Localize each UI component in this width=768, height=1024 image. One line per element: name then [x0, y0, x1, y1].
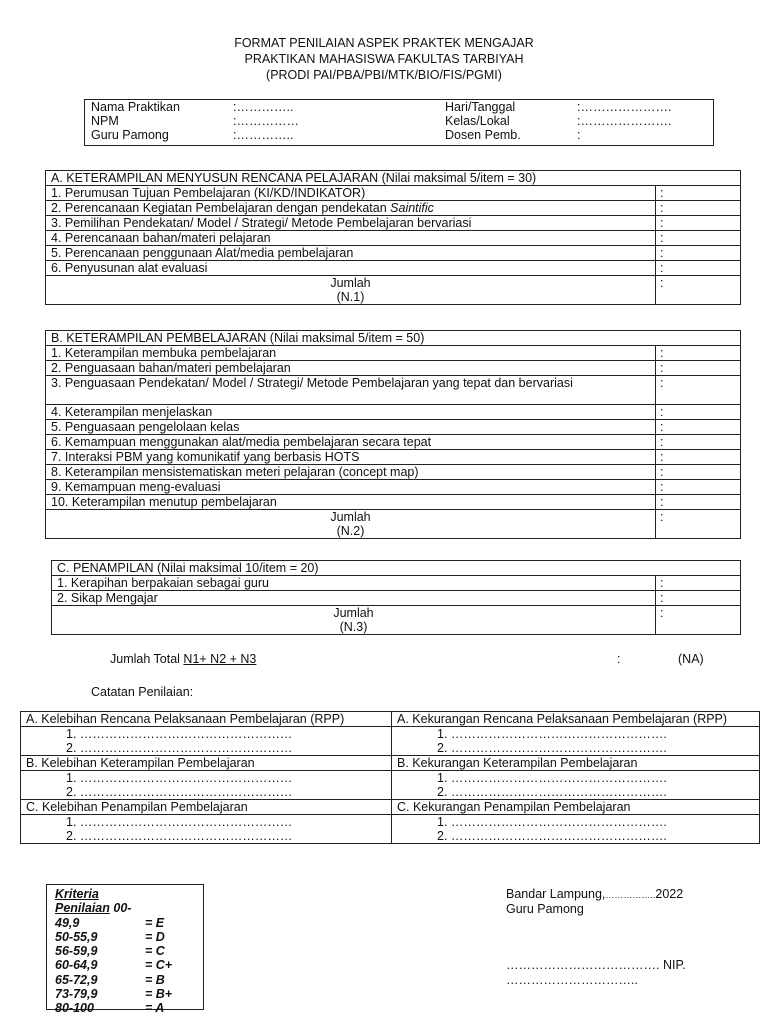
- criterion-label: 2. Sikap Mengajar: [52, 591, 656, 606]
- identity-label: Guru Pamong: [91, 128, 169, 142]
- score-cell[interactable]: :: [656, 495, 741, 510]
- section-c-table: [51, 560, 741, 635]
- weakness-heading: A. Kekurangan Rencana Pelaksanaan Pembelajaran (RPP): [392, 712, 760, 727]
- identity-label: Kelas/Lokal: [445, 114, 510, 128]
- form-subtitle: PRAKTIKAN MAHASISWA FAKULTAS TARBIYAH: [244, 52, 524, 66]
- strength-lines[interactable]: 1. …………………………………………… 2. ……………………………………………: [21, 727, 392, 756]
- identity-row: [85, 128, 713, 142]
- section-a-title: A. KETERAMPILAN MENYUSUN RENCANA PELAJARAN (Nilai maksimal 5/item = 30): [46, 171, 741, 186]
- table-row: [46, 420, 741, 435]
- table-row: [46, 495, 741, 510]
- total-row: [46, 276, 741, 305]
- date-blank[interactable]: ……………..: [605, 890, 656, 900]
- criterion-label: 5. Perencanaan penggunaan Alat/media pembelajaran: [46, 246, 656, 261]
- table-row: [46, 231, 741, 246]
- score-cell[interactable]: :: [656, 261, 741, 276]
- criterion-label: 6. Kemampuan menggunakan alat/media pembelajaran secara tepat: [46, 435, 656, 450]
- identity-label: Hari/Tanggal: [445, 100, 516, 114]
- table-row: [46, 246, 741, 261]
- criterion-label: 8. Keterampilan mensistematiskan meteri pelajaran (concept map): [46, 465, 656, 480]
- total-label: Jumlah (N.1): [46, 276, 656, 305]
- section-a-table: [45, 170, 741, 305]
- score-cell[interactable]: :: [656, 480, 741, 495]
- criterion-label: 5. Penguasaan pengelolaan kelas: [46, 420, 656, 435]
- criteria-row: 80-100 = A: [55, 1001, 165, 1016]
- score-cell[interactable]: :: [656, 186, 741, 201]
- criterion-label: 7. Interaksi PBM yang komunikatif yang berbasis HOTS: [46, 450, 656, 465]
- score-cell[interactable]: :: [656, 435, 741, 450]
- identity-value[interactable]: :………………….: [577, 100, 672, 114]
- identity-value[interactable]: :……………: [233, 114, 299, 128]
- score-cell[interactable]: :: [656, 216, 741, 231]
- table-row: [46, 216, 741, 231]
- criteria-row: 60-64,9 = C+: [55, 958, 173, 973]
- table-row: [46, 405, 741, 420]
- weakness-lines[interactable]: 1. ……………………………………………. 2. …………………………………………….: [392, 815, 760, 844]
- identity-value[interactable]: :: [577, 128, 581, 142]
- notes-table: [20, 711, 760, 844]
- total-label: Jumlah (N.3): [52, 606, 656, 635]
- strength-lines[interactable]: 1. …………………………………………… 2. ……………………………………………: [21, 815, 392, 844]
- form-title: FORMAT PENILAIAN ASPEK PRAKTEK MENGAJAR: [234, 36, 534, 50]
- identity-value[interactable]: :………………….: [577, 114, 672, 128]
- table-row: [46, 186, 741, 201]
- table-row: [46, 480, 741, 495]
- strength-lines[interactable]: 1. …………………………………………… 2. ……………………………………………: [21, 771, 392, 800]
- score-cell[interactable]: :: [656, 405, 741, 420]
- notes-lines-row: [21, 771, 760, 800]
- score-cell[interactable]: :: [656, 361, 741, 376]
- score-cell[interactable]: :: [656, 346, 741, 361]
- criterion-label: 9. Kemampuan meng-evaluasi: [46, 480, 656, 495]
- criterion-label: 1. Perumusan Tujuan Pembelajaran (KI/KD/INDIKATOR): [46, 186, 656, 201]
- criteria-row: 50-55,9 = D: [55, 929, 165, 944]
- signature-nip-line[interactable]: …………………………..: [506, 973, 638, 987]
- criteria-title: Kriteria: [55, 887, 99, 901]
- score-cell[interactable]: :: [656, 591, 741, 606]
- total-row: [46, 510, 741, 539]
- grand-total-colon: :: [617, 652, 621, 666]
- score-cell[interactable]: :: [656, 420, 741, 435]
- identity-value[interactable]: :…………..: [233, 100, 294, 114]
- identity-box: [84, 99, 714, 146]
- table-row: [46, 261, 741, 276]
- criterion-label: 4. Perencanaan bahan/materi pelajaran: [46, 231, 656, 246]
- total-score-cell[interactable]: :: [656, 606, 741, 635]
- strength-heading: B. Kelebihan Keterampilan Pembelajaran: [21, 756, 392, 771]
- identity-row: [85, 100, 713, 114]
- score-cell[interactable]: :: [656, 376, 741, 405]
- grand-total-na[interactable]: (NA): [678, 652, 704, 666]
- notes-lines-row: [21, 815, 760, 844]
- table-row: [46, 376, 741, 405]
- criterion-label: 10. Keterampilan menutup pembelajaran: [46, 495, 656, 510]
- criterion-label: 4. Keterampilan menjelaskan: [46, 405, 656, 420]
- table-row: [46, 346, 741, 361]
- table-row: [46, 465, 741, 480]
- strength-heading: A. Kelebihan Rencana Pelaksanaan Pembelajaran (RPP): [21, 712, 392, 727]
- table-row: [52, 576, 741, 591]
- criteria-row: 73-79,9 = B+: [55, 987, 173, 1002]
- criteria-row: 65-72,9 = B: [55, 972, 165, 987]
- criteria-row: 56-59,9 = C: [55, 944, 165, 959]
- weakness-lines[interactable]: 1. ……………………………………………. 2. …………………………………………….: [392, 771, 760, 800]
- signature-role: Guru Pamong: [506, 902, 584, 916]
- section-c-title: C. PENAMPILAN (Nilai maksimal 10/item = 20): [52, 561, 741, 576]
- signature-name-line[interactable]: ………………………………. NIP.: [506, 958, 686, 972]
- table-row: [46, 361, 741, 376]
- criteria-subtitle: Penilaian 00-: [55, 901, 132, 916]
- total-row: [52, 606, 741, 635]
- score-cell[interactable]: :: [656, 201, 741, 216]
- grading-criteria-box: [46, 884, 204, 1016]
- criterion-label: 3. Pemilihan Pendekatan/ Model / Strategi/ Metode Pembelajaran bervariasi: [46, 216, 656, 231]
- score-cell[interactable]: :: [656, 246, 741, 261]
- criterion-label: 3. Penguasaan Pendekatan/ Model / Strategi/ Metode Pembelajaran yang tepat dan bervariasi: [46, 376, 656, 405]
- table-row: [52, 591, 741, 606]
- criteria-row: 49,9 = E: [55, 915, 165, 930]
- notes-heading-row: [21, 756, 760, 771]
- table-row: [46, 435, 741, 450]
- criterion-label: 6. Penyusunan alat evaluasi: [46, 261, 656, 276]
- section-b-title: B. KETERAMPILAN PEMBELAJARAN (Nilai maksimal 5/item = 50): [46, 331, 741, 346]
- criterion-label: 2. Penguasaan bahan/materi pembelajaran: [46, 361, 656, 376]
- weakness-heading: C. Kekurangan Penampilan Pembelajaran: [392, 800, 760, 815]
- score-cell[interactable]: :: [656, 576, 741, 591]
- notes-heading-row: [21, 800, 760, 815]
- form-prodi: (PRODI PAI/PBA/PBI/MTK/BIO/FIS/PGMI): [266, 68, 502, 82]
- score-cell[interactable]: :: [656, 450, 741, 465]
- criterion-label: 2. Perencanaan Kegiatan Pembelajaran dengan pendekatan Saintific: [46, 201, 656, 216]
- criterion-label: 1. Kerapihan berpakaian sebagai guru: [52, 576, 656, 591]
- identity-label: Dosen Pemb.: [445, 128, 521, 142]
- score-cell[interactable]: :: [656, 465, 741, 480]
- criterion-label: 1. Keterampilan membuka pembelajaran: [46, 346, 656, 361]
- weakness-lines[interactable]: 1. ……………………………………………. 2. …………………………………………….: [392, 727, 760, 756]
- signature-place-date: Bandar Lampung,……………..2022: [506, 887, 684, 901]
- identity-label: Nama Praktikan: [91, 100, 180, 114]
- identity-value[interactable]: :…………..: [233, 128, 294, 142]
- total-score-cell[interactable]: :: [656, 276, 741, 305]
- total-formula: N1+ N2 + N3: [183, 652, 257, 666]
- notes-title: Catatan Penilaian:: [91, 685, 194, 699]
- table-row: [46, 201, 741, 216]
- score-cell[interactable]: :: [656, 231, 741, 246]
- total-score-cell[interactable]: :: [656, 510, 741, 539]
- weakness-heading: B. Kekurangan Keterampilan Pembelajaran: [392, 756, 760, 771]
- total-label: Jumlah (N.2): [46, 510, 656, 539]
- section-b-table: [45, 330, 741, 539]
- table-row: [46, 450, 741, 465]
- strength-heading: C. Kelebihan Penampilan Pembelajaran: [21, 800, 392, 815]
- identity-row: [85, 114, 713, 128]
- identity-label: NPM: [91, 114, 119, 128]
- notes-lines-row: [21, 727, 760, 756]
- grand-total-label: Jumlah Total N1+ N2 + N3: [110, 652, 257, 666]
- notes-heading-row: [21, 712, 760, 727]
